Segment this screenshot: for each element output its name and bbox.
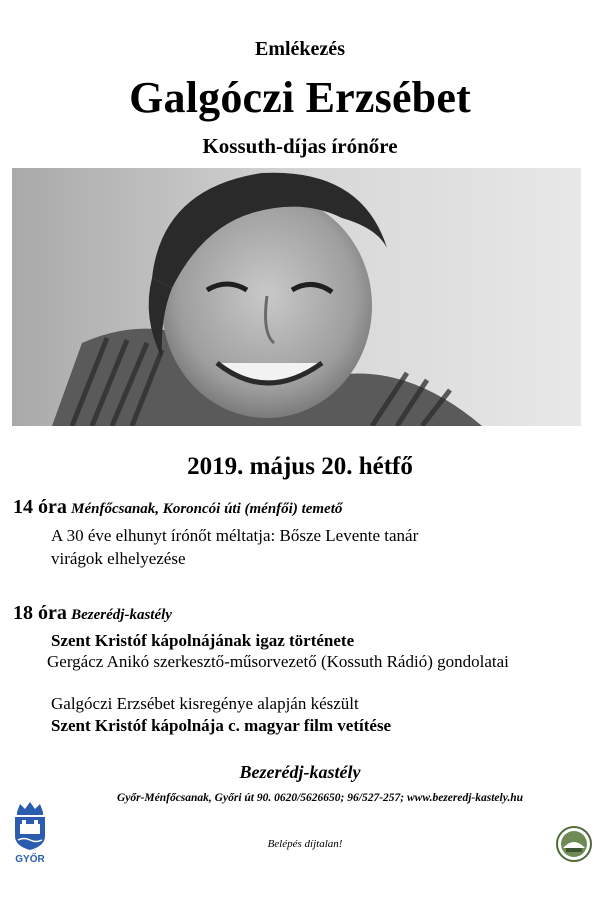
- admission-note: Belépés díjtalan!: [267, 838, 343, 850]
- event-2-place: Bezerédj-kastély: [71, 607, 172, 623]
- event-2-line: Galgóczi Erzsébet kisregénye alapján készült: [51, 694, 359, 713]
- event-1-heading: [13, 496, 342, 519]
- portrait-photo-graphic: [12, 168, 581, 426]
- event-2-heading: [13, 602, 172, 625]
- subtitle: Kossuth-díjas írónőre: [202, 134, 398, 158]
- pretitle: Emlékezés: [255, 38, 345, 60]
- menfocsanak-emblem: [556, 826, 592, 862]
- event-2-line: Szent Kristóf kápolnájának igaz története: [51, 631, 355, 650]
- gyor-city-logo: [9, 800, 51, 864]
- gyor-logo-text: GYŐR: [15, 854, 45, 864]
- event-1-time: 14 óra: [13, 496, 67, 518]
- page-title: Galgóczi Erzsébet: [129, 73, 471, 122]
- event-2-time: 18 óra: [13, 602, 67, 624]
- gyor-crest-icon: [9, 800, 51, 864]
- event-2-line: Szent Kristóf kápolnája c. magyar film vetítése: [51, 716, 392, 735]
- event-1-line: A 30 éve elhunyt írónőt méltatja: Bősze Levente tanár: [51, 526, 419, 545]
- venue-address: Győr-Ménfőcsanak, Győri út 90. 0620/5626650; 96/527-257; www.bezeredj-kastely.hu: [116, 792, 524, 804]
- round-emblem-icon: [556, 826, 592, 862]
- event-1-line: virágok elhelyezése: [51, 549, 186, 568]
- event-2-line: Gergácz Anikó szerkesztő-műsorvezető (Kossuth Rádió) gondolatai: [47, 652, 509, 671]
- venue-name: Bezerédj-kastély: [239, 762, 361, 782]
- event-1-place: Ménfőcsanak, Koroncói úti (ménfői) temető: [71, 501, 343, 517]
- event-date: 2019. május 20. hétfő: [187, 453, 413, 480]
- portrait-photo: [12, 168, 581, 426]
